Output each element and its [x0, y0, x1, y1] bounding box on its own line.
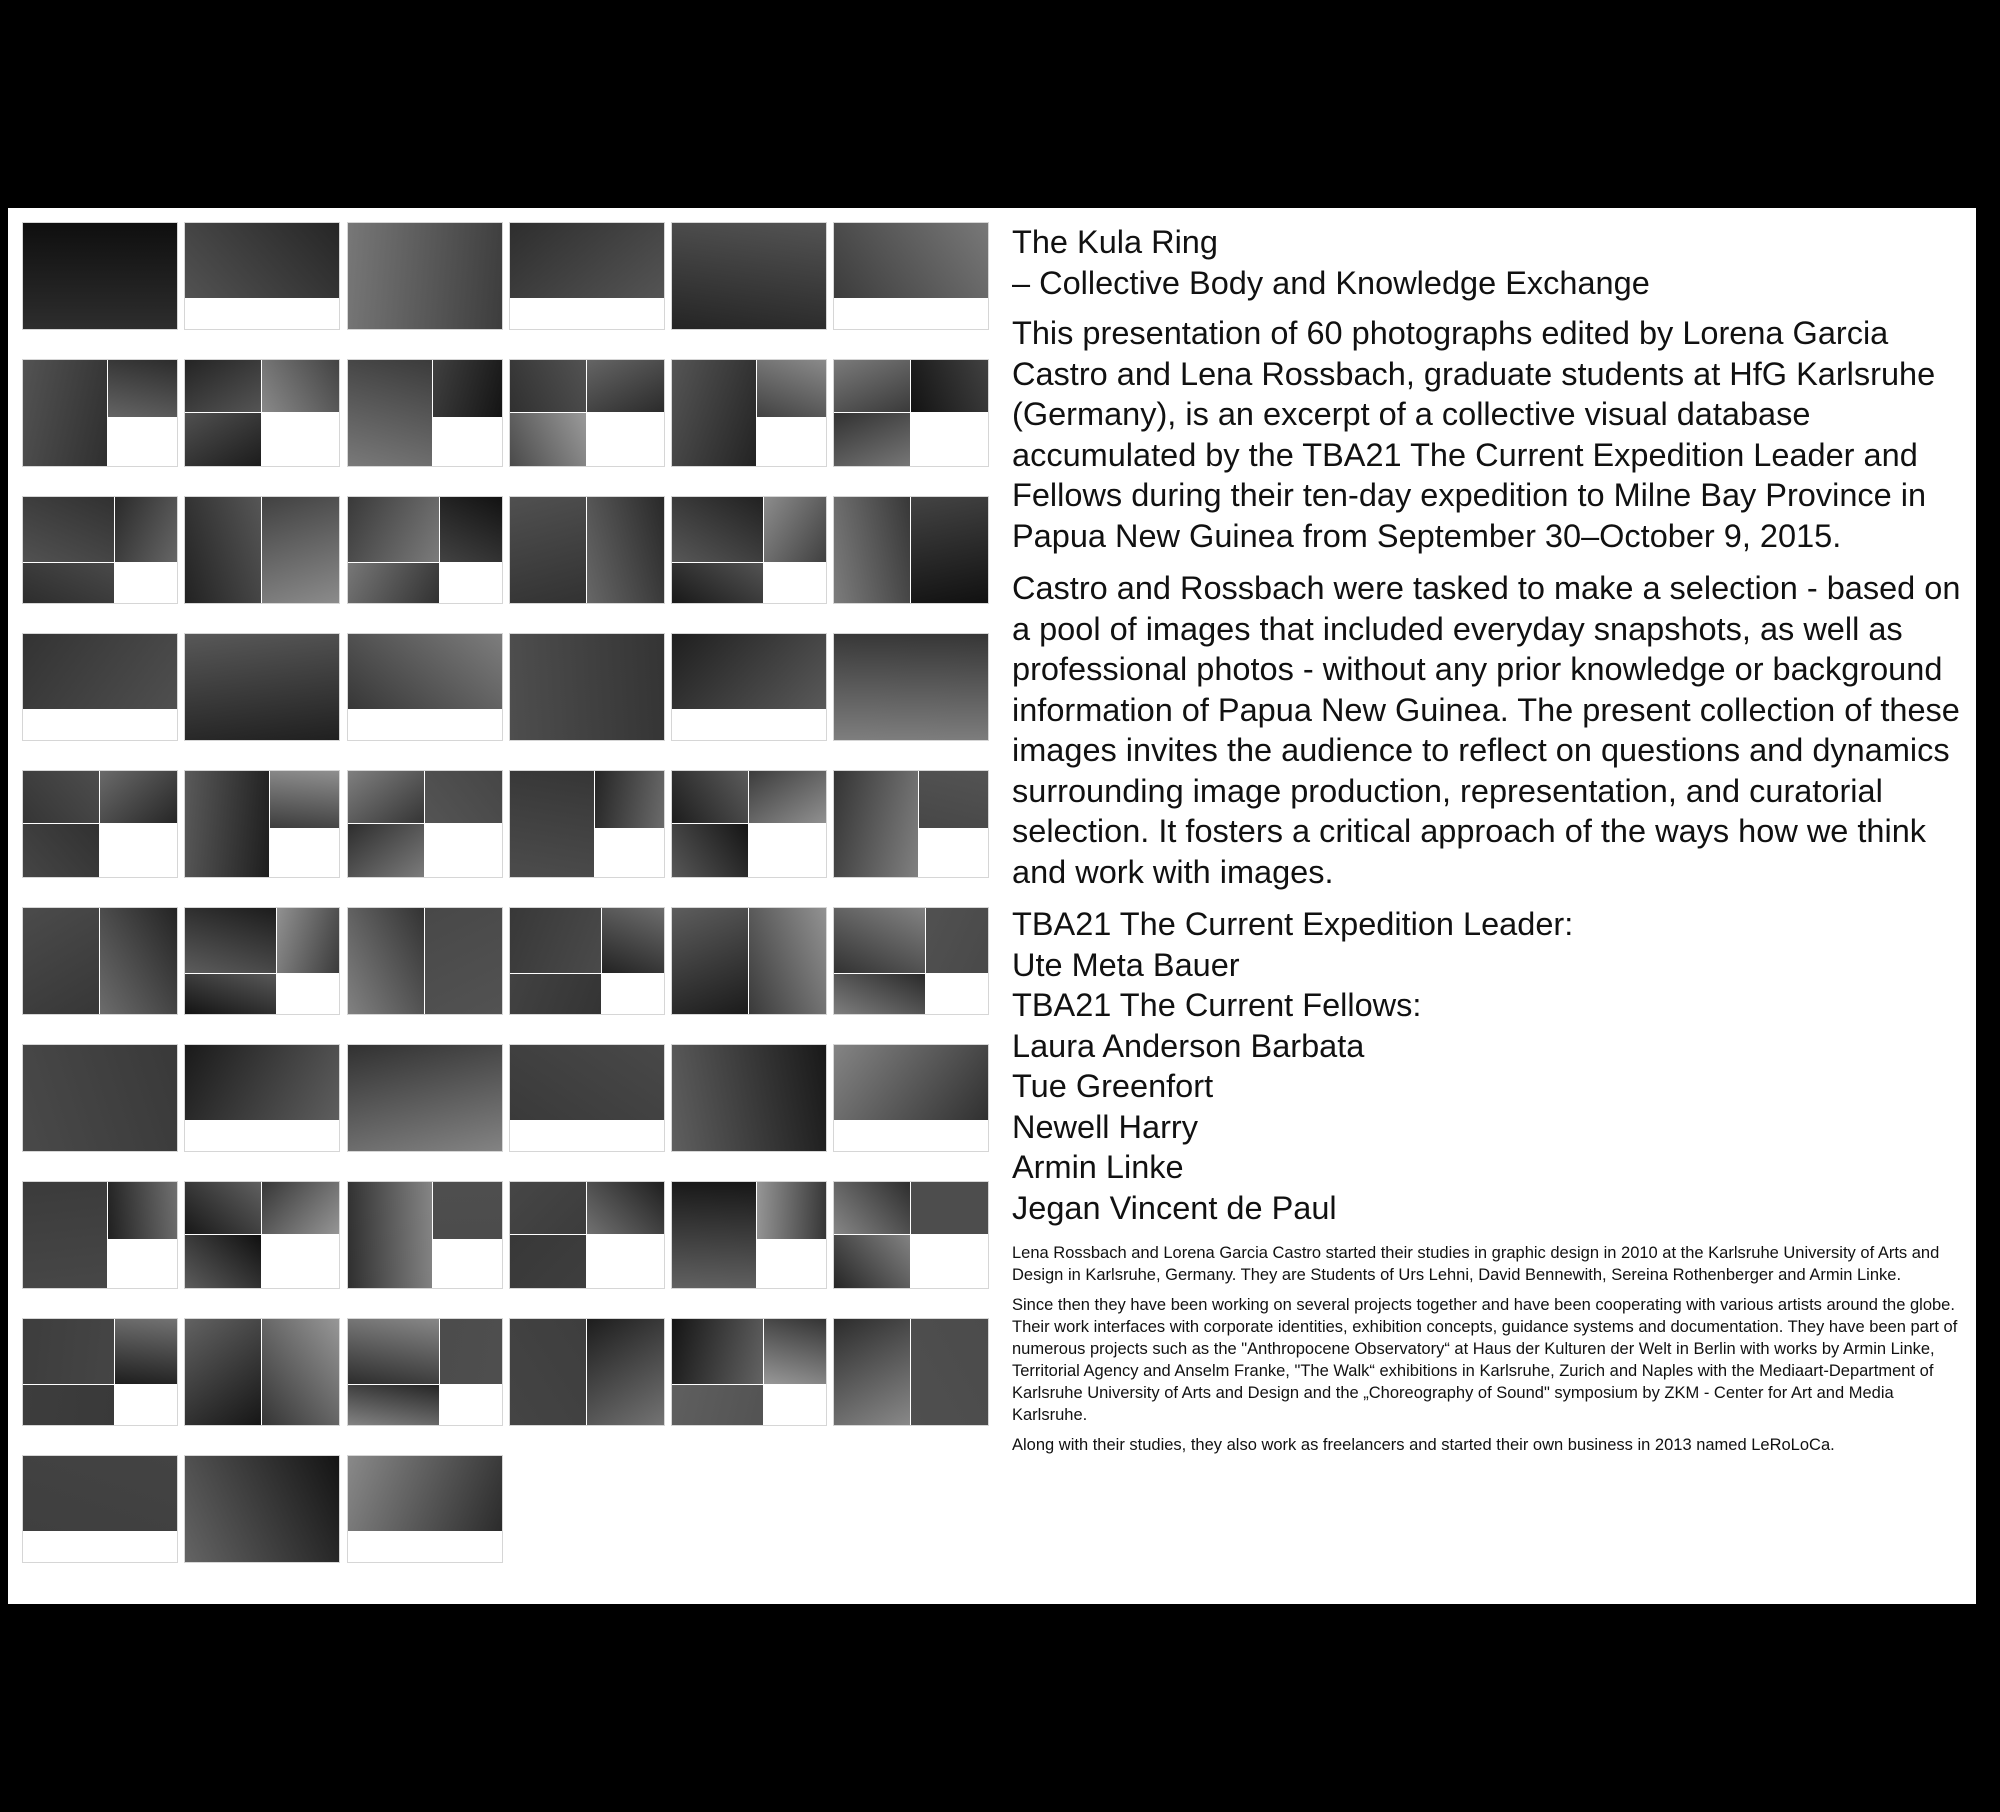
photo-thumbnail: [185, 771, 339, 877]
photo-thumbnail: [348, 908, 502, 1014]
photo-image: [672, 908, 748, 1014]
photo-image: [185, 974, 276, 1014]
photo-image: [749, 771, 826, 823]
photo-image: [440, 497, 502, 562]
photo-image: [277, 908, 339, 973]
photo-image: [595, 771, 664, 828]
photo-image: [262, 1319, 339, 1425]
photo-image: [348, 1319, 439, 1384]
photo-image: [834, 1182, 910, 1234]
photo-thumbnail: [23, 360, 177, 466]
photo-image: [926, 908, 988, 973]
photo-thumbnail: [672, 1045, 826, 1151]
photo-image: [834, 1319, 910, 1425]
photo-image: [23, 563, 114, 603]
photo-thumbnail: [348, 497, 502, 603]
photo-image: [185, 1235, 261, 1288]
intro-paragraph: This presentation of 60 photographs edited by Lorena Garcia Castro and Lena Rossbach, graduate students at HfG Karlsruhe (Germany), is an excerpt of a collective visual database accumulated by the TBA21 The Current Expedition Leader and Fellows during their ten-day expedition to Milne Bay Province in Papua New Guinea from September 30–October 9, 2015.: [1012, 315, 1936, 554]
title-block: [1012, 222, 1962, 303]
photo-thumbnail: [510, 1045, 664, 1151]
photo-image: [348, 1182, 432, 1288]
photo-image: [425, 908, 502, 1014]
bio-paragraph: Lena Rossbach and Lorena Garcia Castro started their studies in graphic design in 2010 at the Karlsruhe University of Arts and Design in Karlsruhe, Germany. They are Students of Urs Lehni, David Bennewith, Sereina Rothenberger and Armin Linke.: [1012, 1244, 1940, 1284]
photo-thumbnail: [23, 1319, 177, 1425]
photo-image: [262, 497, 339, 603]
photo-thumbnail: [834, 360, 988, 466]
photo-image: [510, 634, 664, 740]
photo-image: [749, 908, 826, 1014]
photo-image: [764, 497, 826, 562]
photo-image: [348, 908, 424, 1014]
text-column: [1012, 222, 1962, 1464]
photo-image: [911, 1182, 988, 1234]
photo-image: [185, 771, 269, 877]
photo-thumbnail: [23, 1456, 177, 1562]
photo-thumbnail: [348, 1045, 502, 1151]
photo-thumbnail: [348, 771, 502, 877]
photo-image: [23, 824, 99, 877]
photo-image: [262, 360, 339, 412]
photo-thumbnail: [348, 360, 502, 466]
photo-thumbnail: [23, 908, 177, 1014]
photo-thumbnail: [348, 634, 502, 740]
photo-image: [348, 1385, 439, 1425]
photo-thumbnail: [510, 223, 664, 329]
photo-image: [348, 563, 439, 603]
photo-image: [834, 908, 925, 973]
title-line-1: The Kula Ring: [1012, 224, 1218, 260]
photo-image: [672, 771, 748, 823]
fellow-name: Jegan Vincent de Paul: [1012, 1189, 1337, 1226]
photo-image: [834, 974, 925, 1014]
photo-thumbnail: [185, 1182, 339, 1288]
photo-thumbnail: [834, 908, 988, 1014]
photo-image: [348, 497, 439, 562]
photo-thumbnail: [510, 1182, 664, 1288]
photo-image: [348, 360, 432, 466]
photo-thumbnail: [23, 1045, 177, 1151]
bio-paragraph: Since then they have been working on several projects together and have been cooperating with various artists around the globe. Their work interfaces with corporate identities, exhibition concepts, guidance systems and documentation. They have been part of numerous projects such as the "Anthropocene Observatory“ at Haus der Kulturen der Welt in Berlin with works by Armin Linke, Territorial Agency and Anselm Franke, "The Walk“ exhibitions in Karlsruhe, Zurich and Naples with the Mediaart-Department of Karlsruhe University of Arts and Design and the „Choreography of Sound" symposium by ZKM - Center for Art and Media Karlsruhe.: [1012, 1296, 1958, 1424]
photo-thumbnail: [185, 1319, 339, 1425]
photo-thumbnail: [672, 771, 826, 877]
selection-paragraph: Castro and Rossbach were tasked to make a selection - based on a pool of images that included everyday snapshots, as well as professional photos - without any prior knowledge or background information of Papua New Guinea. The present collection of these images invites the audience to reflect on questions and dynamics surrounding image production, representation, and curatorial selection. It fosters a critical approach of the ways how we think and work with images.: [1012, 570, 1961, 890]
photo-image: [108, 1182, 177, 1239]
leader-heading: TBA21 The Current Expedition Leader:: [1012, 906, 1574, 942]
photo-image: [672, 1045, 826, 1151]
photo-thumbnail: [672, 223, 826, 329]
photo-thumbnail: [348, 223, 502, 329]
photo-thumbnail: [185, 1456, 339, 1562]
photo-image: [108, 360, 177, 417]
photo-image: [23, 1385, 114, 1425]
fellow-name: Laura Anderson Barbata: [1012, 1027, 1365, 1064]
photo-image: [834, 413, 910, 466]
poster-sheet: [8, 208, 1976, 1604]
photo-image: [440, 1319, 502, 1384]
photo-image: [348, 1045, 502, 1151]
photo-image: [510, 771, 594, 877]
photo-contact-sheet: [8, 208, 998, 1604]
photo-image: [185, 634, 339, 740]
photo-image: [672, 497, 763, 562]
photo-image: [834, 497, 910, 603]
photo-image: [100, 771, 177, 823]
bio-paragraph: Along with their studies, they also work as freelancers and started their own business in 2013 named LeRoLoCa.: [1012, 1436, 1835, 1454]
photo-thumbnail: [510, 771, 664, 877]
photo-thumbnail: [834, 497, 988, 603]
photo-thumbnail: [510, 634, 664, 740]
photo-thumbnail: [510, 908, 664, 1014]
photo-image: [115, 497, 177, 562]
photo-image: [425, 771, 502, 823]
photo-image: [348, 824, 424, 877]
photo-image: [911, 360, 988, 412]
photo-image: [185, 223, 339, 298]
photo-image: [185, 1045, 339, 1120]
photo-image: [115, 1319, 177, 1384]
photo-thumbnail: [834, 771, 988, 877]
photo-image: [185, 908, 276, 973]
photo-image: [919, 771, 988, 828]
photo-thumbnail: [510, 1319, 664, 1425]
photo-image: [262, 1182, 339, 1234]
photo-image: [23, 1319, 114, 1384]
photo-image: [672, 634, 826, 709]
fellow-name: Newell Harry: [1012, 1108, 1199, 1145]
photo-image: [23, 908, 99, 1014]
photo-thumbnail: [185, 497, 339, 603]
photo-image: [23, 360, 107, 466]
photo-image: [834, 223, 988, 298]
photo-image: [510, 974, 601, 1014]
photo-thumbnail: [834, 1319, 988, 1425]
photo-thumbnail: [510, 497, 664, 603]
photo-thumbnail: [672, 1319, 826, 1425]
photo-thumbnail: [23, 771, 177, 877]
photo-image: [185, 360, 261, 412]
photo-image: [510, 1319, 586, 1425]
title-line-2: – Collective Body and Knowledge Exchange: [1012, 264, 1650, 301]
photo-image: [672, 1182, 756, 1288]
photo-thumbnail: [672, 634, 826, 740]
photo-image: [185, 1182, 261, 1234]
photo-image: [23, 1045, 177, 1151]
photo-image: [23, 771, 99, 823]
photo-image: [834, 1045, 988, 1120]
photo-image: [757, 1182, 826, 1239]
photo-thumbnail: [23, 223, 177, 329]
photo-image: [672, 563, 763, 603]
photo-image: [587, 1182, 664, 1234]
photo-image: [510, 497, 586, 603]
photo-image: [23, 1182, 107, 1288]
photo-image: [510, 1182, 586, 1234]
photo-image: [185, 413, 261, 466]
photo-image: [185, 497, 261, 603]
photo-image: [834, 771, 918, 877]
photo-thumbnail: [348, 1319, 502, 1425]
fellows-heading: TBA21 The Current Fellows:: [1012, 987, 1422, 1023]
photo-image: [757, 360, 826, 417]
photo-image: [23, 1456, 177, 1531]
photo-thumbnail: [672, 360, 826, 466]
photo-image: [587, 360, 664, 412]
photo-image: [348, 771, 424, 823]
photo-thumbnail: [23, 634, 177, 740]
photo-image: [911, 1319, 988, 1425]
photo-image: [348, 223, 502, 329]
photo-image: [672, 1385, 763, 1425]
photo-thumbnail: [834, 1045, 988, 1151]
photo-thumbnail: [672, 1182, 826, 1288]
photo-thumbnail: [672, 908, 826, 1014]
photo-image: [834, 1235, 910, 1288]
photo-thumbnail: [185, 908, 339, 1014]
photo-image: [510, 413, 586, 466]
photo-thumbnail: [185, 360, 339, 466]
photo-thumbnail: [185, 223, 339, 329]
photo-image: [672, 1319, 763, 1384]
photo-image: [672, 360, 756, 466]
photo-thumbnail: [185, 634, 339, 740]
photo-thumbnail: [834, 223, 988, 329]
fellow-name: Armin Linke: [1012, 1149, 1184, 1185]
photo-image: [587, 497, 664, 603]
photo-image: [433, 1182, 502, 1239]
photo-thumbnail: [23, 1182, 177, 1288]
photo-thumbnail: [185, 1045, 339, 1151]
photo-image: [602, 908, 664, 973]
photo-image: [270, 771, 339, 828]
photo-image: [510, 1235, 586, 1288]
photo-image: [672, 824, 748, 877]
photo-image: [911, 497, 988, 603]
photo-image: [185, 1456, 339, 1562]
photo-image: [764, 1319, 826, 1384]
photo-thumbnail: [23, 497, 177, 603]
photo-image: [23, 223, 177, 329]
photo-thumbnail: [510, 360, 664, 466]
photo-image: [100, 908, 177, 1014]
photo-image: [348, 634, 502, 709]
credits-block: [1012, 904, 1962, 1228]
photo-image: [23, 497, 114, 562]
photo-thumbnail: [834, 1182, 988, 1288]
photo-image: [510, 223, 664, 298]
leader-name: Ute Meta Bauer: [1012, 946, 1240, 983]
photo-image: [510, 360, 586, 412]
photo-thumbnail: [834, 634, 988, 740]
photo-image: [672, 223, 826, 329]
photo-image: [433, 360, 502, 417]
photo-thumbnail: [672, 497, 826, 603]
photo-image: [834, 634, 988, 740]
photo-image: [510, 908, 601, 973]
photo-thumbnail: [348, 1456, 502, 1562]
fellow-name: Tue Greenfort: [1012, 1068, 1214, 1104]
photo-image: [834, 360, 910, 412]
photo-image: [510, 1045, 664, 1120]
photo-image: [587, 1319, 664, 1425]
photo-thumbnail: [348, 1182, 502, 1288]
photo-image: [23, 634, 177, 709]
photo-image: [348, 1456, 502, 1531]
photo-image: [185, 1319, 261, 1425]
